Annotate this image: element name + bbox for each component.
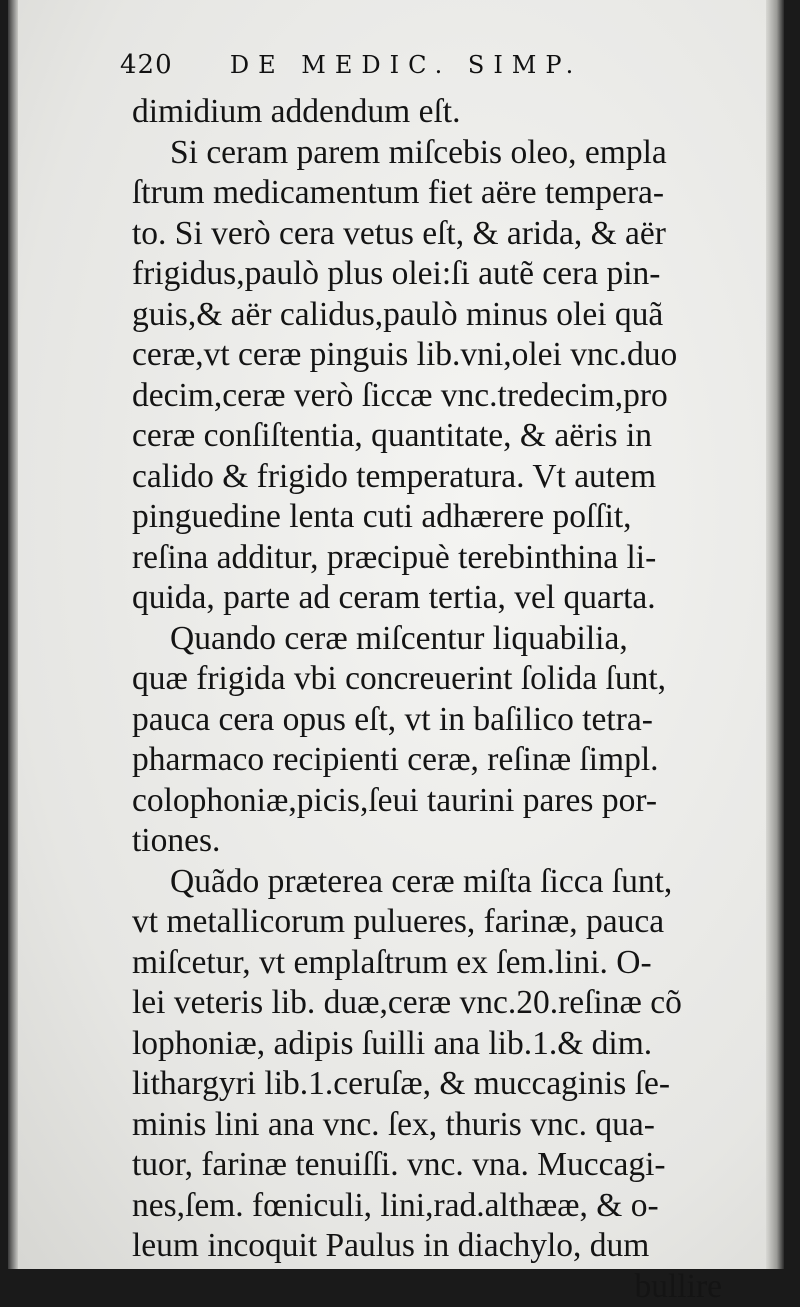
text-line: reſina additur, præcipuè terebinthina li- xyxy=(132,538,722,579)
text-line: minis lini ana vnc. ſex, thuris vnc. qua- xyxy=(132,1105,722,1146)
text-line: leum incoquit Paulus in diachylo, dum xyxy=(132,1226,722,1267)
text-line: Si ceram parem miſcebis oleo, empla xyxy=(132,133,722,174)
text-line: pauca cera opus eſt, vt in baſilico tetra- xyxy=(132,700,722,741)
text-line: colophoniæ,picis,ſeui taurini pares por- xyxy=(132,781,722,822)
text-line: quæ frigida vbi concreuerint ſolida ſunt, xyxy=(132,659,722,700)
text-line: to. Si verò cera vetus eſt, & arida, & aër xyxy=(132,214,722,255)
text-line: ceræ,vt ceræ pinguis lib.vni,olei vnc.duo xyxy=(132,335,722,376)
text-line: decim,ceræ verò ſiccæ vnc.tredecim,pro xyxy=(132,376,722,417)
text-line: guis,& aër calidus,paulò minus olei quã xyxy=(132,295,722,336)
text-line: bullire xyxy=(132,1267,722,1307)
text-line: nes,ſem. fœniculi, lini,rad.althææ, & o- xyxy=(132,1186,722,1227)
text-line: calido & frigido temperatura. Vt autem xyxy=(132,457,722,498)
text-line: tuor, farinæ tenuiſſi. vnc. vna. Muccagi- xyxy=(132,1145,722,1186)
body-text xyxy=(132,92,722,1307)
text-line: lithargyri lib.1.ceruſæ, & muccaginis ſe- xyxy=(132,1064,722,1105)
text-line: pharmaco recipienti ceræ, reſinæ ſimpl. xyxy=(132,740,722,781)
page-right-edge xyxy=(766,0,784,1269)
text-line: pinguedine lenta cuti adhærere poſſit, xyxy=(132,497,722,538)
text-line: ceræ conſiſtentia, quantitate, & aëris in xyxy=(132,416,722,457)
text-line: lophoniæ, adipis ſuilli ana lib.1.& dim. xyxy=(132,1024,722,1065)
text-line: vt metallicorum pulueres, farinæ, pauca xyxy=(132,902,722,943)
text-line: lei veteris lib. duæ,ceræ vnc.20.reſinæ cõ xyxy=(132,983,722,1024)
page-number: 420 xyxy=(120,50,173,80)
text-line: frigidus,paulò plus olei:ſi autẽ cera pin- xyxy=(132,254,722,295)
text-line: miſcetur, vt emplaſtrum ex ſem.lini. O- xyxy=(132,943,722,984)
text-line: quida, parte ad ceram tertia, vel quarta. xyxy=(132,578,722,619)
text-line: tiones. xyxy=(132,821,722,862)
page-left-edge xyxy=(8,0,18,1269)
page-header xyxy=(120,50,582,80)
running-head: DE MEDIC. SIMP. xyxy=(230,51,582,79)
text-line: dimidium addendum eſt. xyxy=(132,92,722,133)
text-line: Quãdo præterea ceræ miſta ſicca ſunt, xyxy=(132,862,722,903)
book-page xyxy=(8,0,784,1269)
text-line: ſtrum medicamentum fiet aëre tempera- xyxy=(132,173,722,214)
text-line: Quando ceræ miſcentur liquabilia, xyxy=(132,619,722,660)
